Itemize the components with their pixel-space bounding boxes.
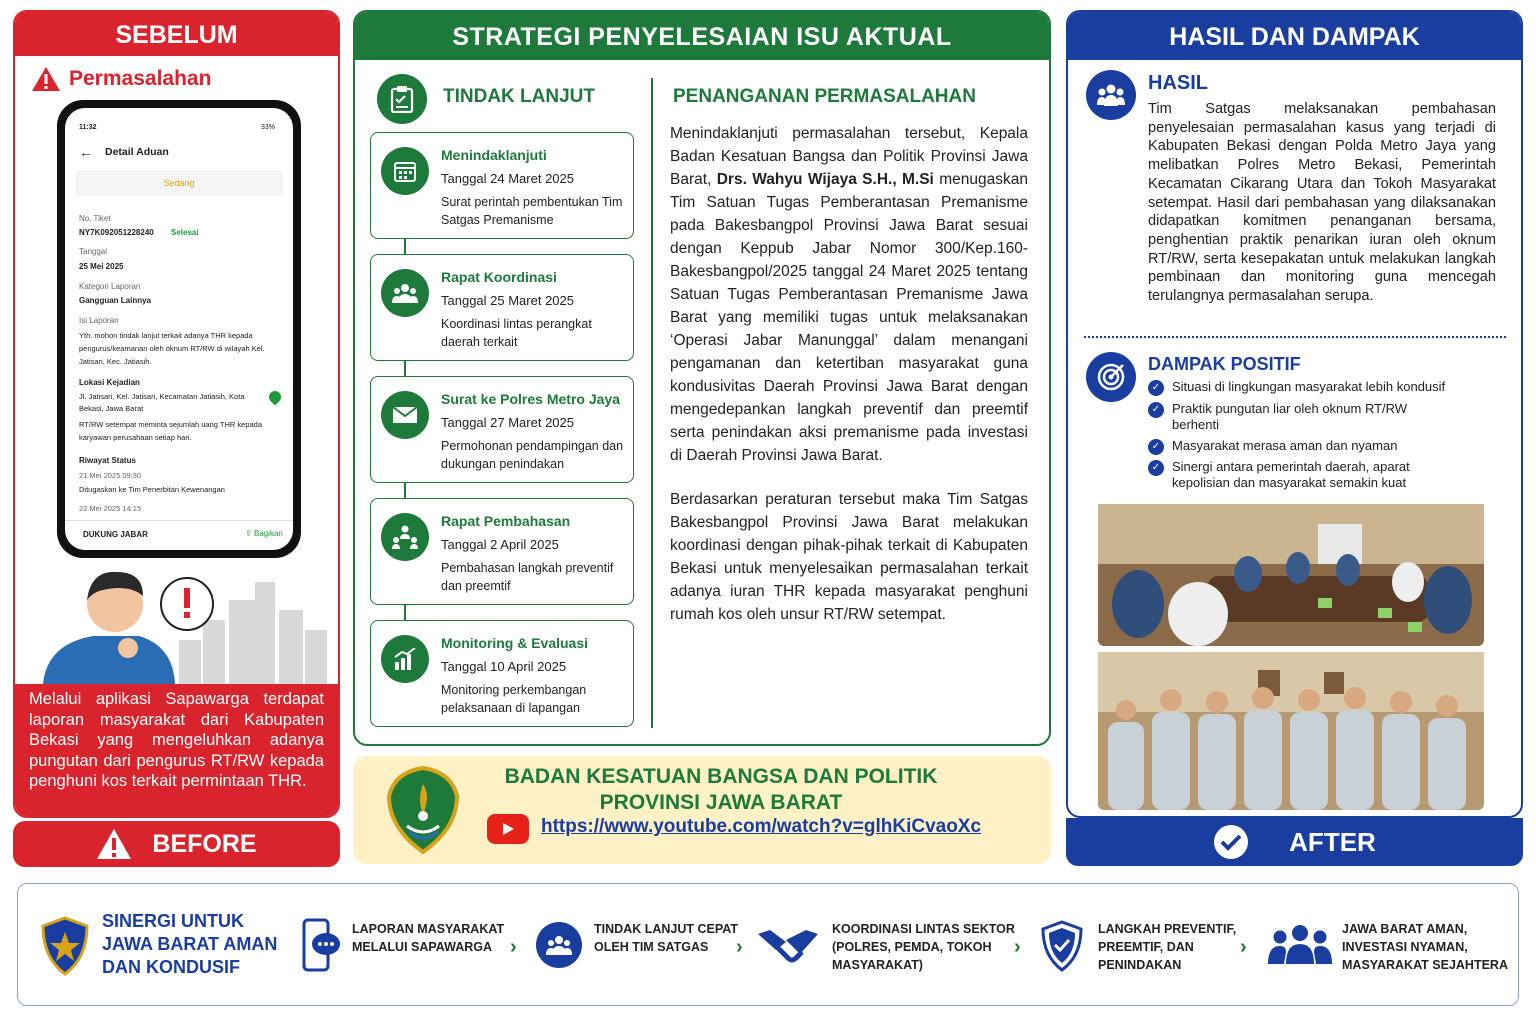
before-panel-header: SEBELUM	[15, 12, 338, 56]
before-label-bar	[13, 821, 340, 867]
content-value: Yth. mohon tindak lanjut terkait adanya THR kepada pengurus/keamanan oleh oknum RT/RW di wilayah Kel. Jatisari, Kec. Jatiasih.	[79, 331, 265, 366]
screen-title: Detail Aduan	[105, 146, 169, 158]
ticket-label: No. Tiket	[79, 214, 111, 223]
timeline-card	[370, 132, 634, 239]
warning-icon	[96, 828, 132, 860]
chevron-right-icon: ›	[736, 936, 743, 958]
meeting-photo	[1098, 504, 1484, 646]
warning-icon	[31, 66, 61, 92]
priority-badge: Sedang	[75, 170, 283, 196]
check-circle-icon	[1213, 824, 1249, 860]
strategy-panel	[353, 10, 1051, 746]
after-panel-header: HASIL DAN DAMPAK	[1068, 12, 1521, 60]
phone-divider	[65, 520, 293, 521]
step-date: Tanggal 24 Maret 2025	[441, 171, 574, 186]
organization-name	[491, 764, 951, 816]
step-desc: Surat perintah pembentukan Tim Satgas Premanisme	[441, 195, 623, 227]
check-icon: ✓	[1148, 460, 1164, 476]
status-time: 11:32	[79, 124, 97, 131]
team-icon	[536, 922, 582, 968]
back-arrow-icon[interactable]: ←	[79, 144, 93, 160]
category-value: Gangguan Lainnya	[79, 296, 152, 305]
envelope-icon	[381, 391, 429, 439]
chevron-right-icon: ›	[1240, 936, 1247, 958]
summary-footer	[17, 883, 1519, 1006]
date-label: Tanggal	[79, 247, 108, 256]
check-icon: ✓	[1148, 380, 1164, 396]
step-title: Menindaklanjuti	[441, 147, 547, 163]
flow-step-line: MELALUI SAPAWARGA	[352, 940, 493, 954]
before-label: BEFORE	[152, 829, 257, 858]
before-panel	[13, 10, 340, 818]
step-title: Rapat Koordinasi	[441, 269, 557, 285]
share-label: Bagikan	[253, 529, 283, 538]
history-label: Riwayat Status	[79, 456, 136, 465]
people-icon	[381, 269, 429, 317]
organization-banner	[353, 756, 1051, 864]
chevron-right-icon: ›	[510, 936, 517, 958]
shield-check-icon	[1040, 920, 1084, 972]
ticket-value: NY7K092051228240	[79, 228, 154, 237]
target-icon	[1086, 352, 1136, 402]
youtube-icon[interactable]	[487, 814, 529, 844]
chart-growth-icon	[381, 635, 429, 683]
meeting-icon	[381, 513, 429, 561]
impact-item	[1148, 438, 1468, 455]
step-title: Rapat Pembahasan	[441, 513, 571, 529]
organization-name-line2: PROVINSI JAWA BARAT	[599, 791, 843, 814]
flow-step-line: INVESTASI NYAMAN,	[1342, 940, 1468, 954]
calendar-icon	[381, 147, 429, 195]
content-label: Isi Laporan	[79, 316, 119, 325]
step-desc: Pembahasan langkah preventif dan preemtif	[441, 561, 614, 593]
handling-paragraph-1	[670, 122, 1028, 467]
phone-mockup	[57, 100, 301, 558]
impact-item	[1148, 401, 1448, 433]
flow-step	[832, 920, 1015, 974]
location-note: RT/RW setempat meminta sejumlah uang THR kepada karyawan perusahaan setiap hari.	[79, 420, 262, 442]
west-java-emblem-logo	[385, 766, 461, 854]
slogan-line: JAWA BARAT AMAN	[102, 934, 278, 954]
flow-step-line: PREEMTIF, DAN	[1098, 940, 1194, 954]
group-icon	[1086, 70, 1136, 120]
after-label-bar	[1066, 818, 1523, 866]
flow-step-line: OLEH TIM SATGAS	[594, 940, 709, 954]
share-icon: ⇪	[245, 529, 254, 538]
timeline-card	[370, 376, 634, 483]
flow-step-line: MASYARAKAT)	[832, 958, 923, 972]
timeline-card	[370, 254, 634, 361]
shield-star-icon	[40, 916, 90, 976]
problem-title: Permasalahan	[69, 67, 212, 90]
timeline-card	[370, 498, 634, 605]
step-title: Monitoring & Evaluasi	[441, 635, 589, 651]
flow-step	[352, 920, 504, 956]
flow-step	[1342, 920, 1508, 974]
flow-step-line: PENINDAKAN	[1098, 958, 1182, 972]
result-text: Tim Satgas melaksanakan pembahasan penyelesaian permasalahan kasus yang terjadi di Kabupaten Bekasi dengan Polda Metro Jaya yang melibatkan Polres Metro Bekasi, Pemerintah Kecamatan Cikarang Utara dan Tokoh Masyarakat setempat. Hasil dari pembahasan yang dilaksanakan didapatkan komitmen penanganan bersama, penghentian praktik penarikan iuran oleh oknum RT/RW, serta kesepakatan untuk melakukan langkah pembinaan dan monitoring guna mencegah terulangnya permasalahan serupa.	[1148, 101, 1496, 305]
impact-item	[1148, 379, 1468, 396]
impact-text: Masyarakat merasa aman dan nyaman	[1172, 438, 1398, 453]
step-date: Tanggal 2 April 2025	[441, 537, 559, 552]
problem-heading	[31, 66, 211, 92]
date-value: 25 Mei 2025	[79, 262, 124, 271]
timeline-card	[370, 620, 634, 727]
para1-part-b: menugaskan Tim Satuan Tugas Pemberantasan Premanisme pada Bakesbangpol Provinsi Jawa Barat sesuai dengan Keppub Jabar Nomor 300/Kep.160-Bakesbangpol/2025 tanggal 24 Maret 2025 tentang Satuan Tugas Pemberantasan Premanisme Jawa Barat yang memiliki tugas untuk melaksanakan ‘Operasi Jabar Manunggal’ dalam menangani pengamanan dan ketertiban masyarakat guna kondusivitas Daerah Provinsi Jawa Barat dengan mengedepankan langkah preventif dan preemtif serta penindakan aksi premanisme pada investasi di Daerah Provinsi Jawa Barat.	[670, 171, 1029, 464]
step-date: Tanggal 27 Maret 2025	[441, 415, 574, 430]
location-value: Jl. Jatisari, Kel. Jatisari, Kecamatan Jatiasih, Kota Bekasi, Jawa Barat	[79, 392, 245, 413]
phone-chat-icon	[300, 918, 342, 974]
flow-step-line: MASYARAKAT SEJAHTERA	[1342, 958, 1508, 972]
flow-step-line: LAPORAN MASYARAKAT	[352, 922, 505, 936]
step-date: Tanggal 10 April 2025	[441, 659, 567, 674]
problem-description: Melalui aplikasi Sapawarga terdapat laporan masyarakat dari Kabupaten Bekasi yang mengeluhkan adanya pungutan dari pengurus RT/RW kepada penghuni kos terkait permintaan THR.	[15, 684, 338, 818]
flow-step-line: KOORDINASI LINTAS SEKTOR	[832, 922, 1015, 936]
location-label: Lokasi Kejadian	[79, 378, 140, 387]
status-battery: 33%	[261, 124, 276, 131]
handling-paragraph-2: Berdasarkan peraturan tersebut maka Tim Satgas Bakesbangpol Provinsi Jawa Barat melakukan koordinasi dengan pihak-pihak terkait di Kabupaten Bekasi untuk menyelesaikan permasalahan terkait adanya iuran THR kepada masyarakat penghuni rumah kos oleh unsur RT/RW setempat.	[670, 491, 1028, 623]
impact-text: Sinergi antara pemerintah daerah, aparat kepolisian dan masyarakat semakin kuat	[1172, 459, 1410, 490]
step-title: Surat ke Polres Metro Jaya	[441, 391, 620, 407]
followup-title: TINDAK LANJUT	[443, 86, 595, 107]
organization-name-line1: BADAN KESATUAN BANGSA DAN POLITIK	[504, 765, 938, 788]
community-icon	[1268, 924, 1332, 964]
chevron-right-icon: ›	[1014, 936, 1021, 958]
para1-part-a: Menindaklanjuti permasalahan tersebut, Kepala Badan Kesatuan Bangsa dan Politik Provinsi Jawa Barat,	[670, 125, 1028, 188]
impact-text: Situasi di lingkungan masyarakat lebih kondusif	[1172, 379, 1446, 394]
impact-title: DAMPAK POSITIF	[1148, 354, 1301, 374]
handshake-icon	[756, 924, 820, 966]
impact-item	[1148, 459, 1448, 491]
clipboard-icon	[377, 74, 427, 124]
worried-person-illustration	[33, 560, 333, 684]
handling-title: PENANGANAN PERMASALAHAN	[673, 86, 976, 107]
step-desc: Permohonan pendampingan dan dukungan penindakan	[441, 439, 624, 471]
check-icon: ✓	[1148, 439, 1164, 455]
history-2-time: 22 Mei 2025 14:15	[79, 504, 142, 513]
flow-step-line: TINDAK LANJUT CEPAT	[594, 922, 738, 936]
history-1-text: Ditugaskan ke Tim Penerbitan Kewenangan	[79, 485, 225, 494]
check-icon: ✓	[1148, 402, 1164, 418]
footer-slogan	[102, 910, 277, 979]
slogan-line: SINERGI UNTUK	[102, 911, 245, 931]
impact-text: Praktik pungutan liar oleh oknum RT/RW berhenti	[1172, 401, 1408, 432]
youtube-link[interactable]: https://www.youtube.com/watch?v=glhKiCvaoXc	[541, 816, 982, 837]
flow-step	[594, 920, 738, 956]
app-footer-label: DUKUNG JABAR	[83, 530, 148, 539]
after-panel	[1066, 10, 1523, 818]
strategy-panel-header: STRATEGI PENYELESAIAN ISU AKTUAL	[355, 12, 1049, 60]
flow-step	[1098, 920, 1236, 974]
share-button[interactable]	[245, 529, 283, 538]
slogan-line: DAN KONDUSIF	[102, 957, 240, 977]
map-pin-icon[interactable]	[267, 389, 284, 406]
column-divider	[651, 78, 653, 728]
after-label: AFTER	[1289, 826, 1376, 857]
history-1-time: 21 Mei 2025 09:30	[79, 471, 142, 480]
ticket-status: Selesai	[171, 228, 199, 237]
category-label: Kategori Laporan	[79, 282, 141, 291]
step-desc: Monitoring perkembangan pelaksanaan di lapangan	[441, 683, 587, 715]
step-desc: Koordinasi lintas perangkat daerah terkait	[441, 317, 592, 349]
result-title: HASIL	[1148, 72, 1208, 94]
flow-step-line: JAWA BARAT AMAN,	[1342, 922, 1468, 936]
group-photo	[1098, 652, 1484, 810]
phone-screen	[65, 108, 293, 550]
flow-step-line: LANGKAH PREVENTIF,	[1098, 922, 1237, 936]
official-name: Drs. Wahyu Wijaya S.H., M.Si	[716, 171, 934, 188]
flow-step-line: (POLRES, PEMDA, TOKOH	[832, 940, 992, 954]
section-divider	[1084, 336, 1506, 338]
step-date: Tanggal 25 Maret 2025	[441, 293, 574, 308]
